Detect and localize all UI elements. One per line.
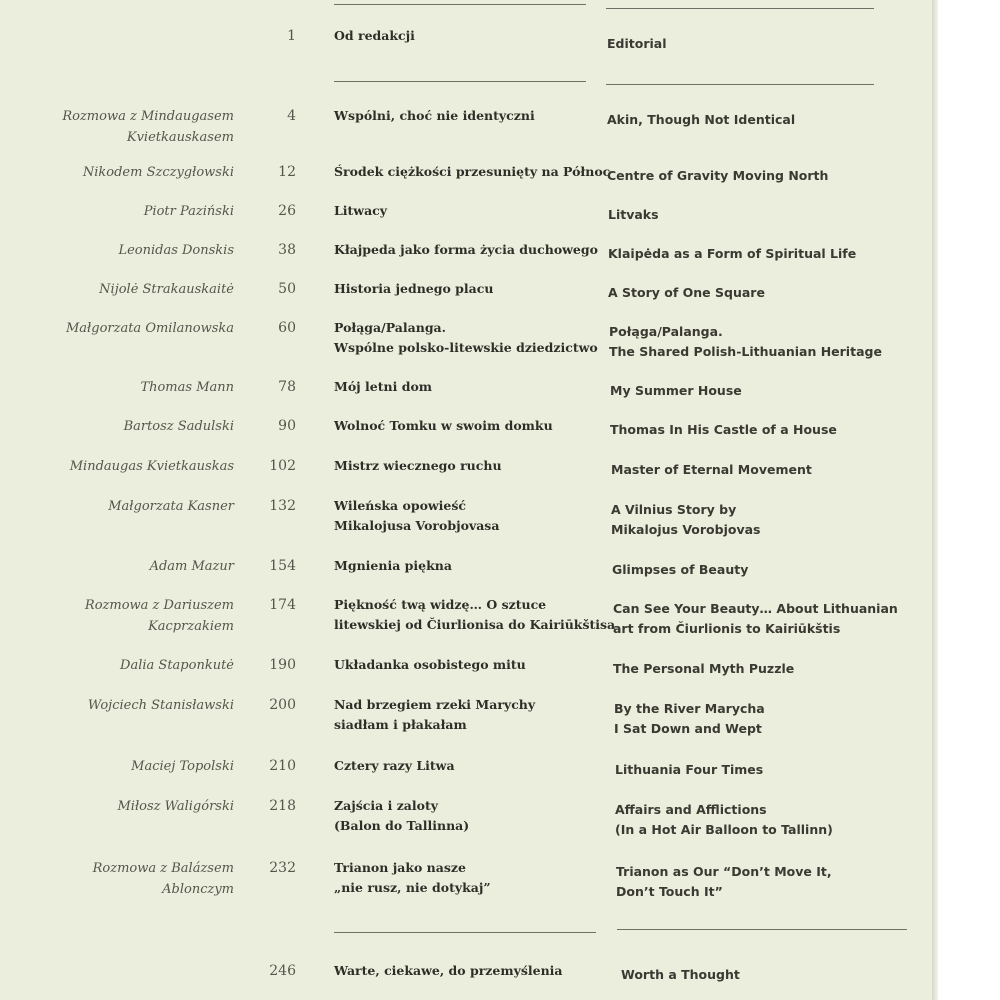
english-title	[611, 500, 901, 540]
polish-title	[334, 416, 596, 436]
polish-title-line: Nad brzegiem rzeki Marychy	[334, 697, 536, 712]
section-rule	[606, 8, 874, 9]
author-name-line: Mindaugas Kvietkauskas	[69, 459, 234, 474]
english-title-line: Centre of Gravity Moving North	[607, 168, 829, 183]
polish-title-line: Trianon jako nasze	[334, 860, 466, 875]
polish-title-line: Historia jednego placu	[334, 281, 494, 296]
author-name	[14, 201, 234, 222]
english-title	[611, 460, 901, 480]
polish-title-line: Mikalojusa Vorobjovasa	[334, 518, 500, 533]
polish-title	[334, 162, 611, 182]
english-title	[615, 800, 905, 840]
author-name-line: Maciej Topolski	[131, 759, 234, 774]
page-number: 12	[278, 164, 296, 180]
english-title	[608, 244, 898, 264]
english-title-line: My Summer House	[610, 383, 742, 398]
page-edge	[932, 0, 938, 1000]
page-number: 38	[278, 242, 296, 258]
polish-title	[334, 756, 596, 776]
author-name-line: Miłosz Waligórski	[117, 799, 234, 814]
polish-title	[334, 695, 596, 735]
polish-title-line: Zajścia i zaloty	[334, 798, 439, 813]
polish-title-line: Układanka osobistego mitu	[334, 657, 526, 672]
page-number: 4	[287, 108, 296, 124]
english-title-line: The Shared Polish-Lithuanian Heritage	[609, 344, 882, 359]
polish-title-line: Mgnienia piękna	[334, 558, 452, 573]
author-name	[14, 496, 234, 517]
author-name-line: Adam Mazur	[149, 559, 234, 574]
polish-title-line: Mój letni dom	[334, 379, 433, 394]
author-name	[14, 279, 234, 300]
author-name	[14, 655, 234, 676]
page-number: 90	[278, 418, 296, 434]
english-title	[608, 283, 898, 303]
section-rule	[617, 929, 907, 930]
english-title-line: Litvaks	[608, 207, 659, 222]
polish-title	[334, 201, 596, 221]
english-title-line: Akin, Though Not Identical	[607, 112, 796, 127]
author-name-line: Małgorzata Kasner	[108, 499, 234, 514]
polish-title-line: siadłam i płakałam	[334, 717, 467, 732]
author-name	[14, 858, 234, 900]
page-number: 1	[287, 28, 296, 44]
page-number: 232	[269, 860, 296, 876]
english-title	[607, 166, 897, 186]
english-title	[610, 381, 900, 401]
polish-title	[334, 556, 596, 576]
author-name-line: Ablonczym	[162, 882, 234, 897]
author-name	[14, 318, 234, 339]
polish-title	[334, 377, 596, 397]
english-title	[610, 420, 900, 440]
polish-title	[334, 961, 596, 981]
page-number: 218	[269, 798, 296, 814]
english-title-line: Klaipėda as a Form of Spiritual Life	[608, 246, 857, 261]
author-name-line: Kvietkauskasem	[126, 130, 234, 145]
section-rule	[334, 4, 586, 5]
english-title-line: A Story of One Square	[608, 285, 765, 300]
page-number: 174	[269, 597, 296, 613]
english-title-line: Master of Eternal Movement	[611, 462, 812, 477]
page-number: 78	[278, 379, 296, 395]
page-number: 200	[269, 697, 296, 713]
polish-title-line: Środek ciężkości przesunięty na Północ	[334, 164, 611, 179]
polish-title-line: „nie rusz, nie dotykaj”	[334, 880, 491, 895]
polish-title-line: Wspólne polsko-litewskie dziedzictwo	[334, 340, 598, 355]
english-title	[608, 205, 898, 225]
english-title	[607, 110, 897, 130]
section-rule	[334, 932, 596, 933]
author-name-line: Rozmowa z Dariuszem	[84, 598, 234, 613]
author-name-line: Nijolė Strakauskaitė	[99, 282, 234, 297]
english-title-line: Połąga/Palanga.	[609, 324, 723, 339]
author-name-line: Leonidas Donskis	[118, 243, 234, 258]
author-name-line: Bartosz Sadulski	[123, 419, 234, 434]
author-name-line: Rozmowa z Balázsem	[92, 861, 234, 876]
english-title	[609, 322, 899, 362]
english-title-line: Thomas In His Castle of a House	[610, 422, 837, 437]
english-title-line: Worth a Thought	[621, 967, 740, 982]
polish-title	[334, 655, 596, 675]
polish-title	[334, 796, 596, 836]
polish-title-line: Warte, ciekawe, do przemyślenia	[334, 963, 563, 978]
page-number: 50	[278, 281, 296, 297]
author-name	[14, 796, 234, 817]
page-number: 210	[269, 758, 296, 774]
english-title-line: I Sat Down and Wept	[614, 721, 762, 736]
english-title-line: Editorial	[607, 36, 667, 51]
english-title-line: Affairs and Afflictions	[615, 802, 767, 817]
author-name-line: Thomas Mann	[140, 380, 234, 395]
author-name	[14, 416, 234, 437]
english-title	[613, 599, 903, 639]
polish-title-line: Kłajpeda jako forma życia duchowego	[334, 242, 598, 257]
polish-title-line: Od redakcji	[334, 28, 415, 43]
polish-title	[334, 106, 596, 126]
author-name	[14, 377, 234, 398]
polish-title	[334, 858, 596, 898]
author-name-line: Wojciech Stanisławski	[87, 698, 234, 713]
english-title	[616, 862, 906, 902]
author-name	[14, 106, 234, 148]
english-title-line: By the River Marycha	[614, 701, 765, 716]
author-name	[14, 695, 234, 716]
polish-title	[334, 240, 596, 260]
english-title-line: Glimpses of Beauty	[612, 562, 749, 577]
page-number: 26	[278, 203, 296, 219]
author-name-line: Kacprzakiem	[148, 619, 234, 634]
english-title-line: Mikalojus Vorobjovas	[611, 522, 761, 537]
author-name	[14, 456, 234, 477]
author-name	[14, 240, 234, 261]
polish-title	[334, 496, 596, 536]
polish-title-line: Wolnoć Tomku w swoim domku	[334, 418, 553, 433]
english-title-line: Can See Your Beauty… About Lithuanian	[613, 601, 898, 616]
english-title	[613, 659, 903, 679]
author-name-line: Nikodem Szczygłowski	[82, 165, 234, 180]
page-number: 102	[269, 458, 296, 474]
page-number: 154	[269, 558, 296, 574]
page-number: 60	[278, 320, 296, 336]
english-title-line: (In a Hot Air Balloon to Tallinn)	[615, 822, 833, 837]
english-title-line: Lithuania Four Times	[615, 762, 764, 777]
author-name	[14, 756, 234, 777]
english-title-line: Trianon as Our “Don’t Move It,	[616, 864, 832, 879]
author-name	[14, 162, 234, 183]
author-name-line: Piotr Paziński	[143, 204, 234, 219]
english-title-line: The Personal Myth Puzzle	[613, 661, 795, 676]
page-number: 190	[269, 657, 296, 673]
english-title-line: Don’t Touch It”	[616, 884, 723, 899]
english-title	[615, 760, 905, 780]
polish-title-line: Cztery razy Litwa	[334, 758, 455, 773]
author-name-line: Małgorzata Omilanowska	[65, 321, 234, 336]
section-rule	[334, 81, 586, 82]
polish-title-line: Wspólni, choć nie identyczni	[334, 108, 535, 123]
polish-title-line: Wileńska opowieść	[334, 498, 467, 513]
english-title-line: A Vilnius Story by	[611, 502, 737, 517]
english-title-line: art from Čiurlionis to Kairiūkštis	[613, 621, 841, 636]
english-title	[607, 34, 897, 54]
polish-title-line: Mistrz wiecznego ruchu	[334, 458, 502, 473]
page-number: 132	[269, 498, 296, 514]
author-name-line: Dalia Staponkutė	[120, 658, 234, 673]
polish-title-line: (Balon do Tallinna)	[334, 818, 470, 833]
polish-title	[334, 456, 596, 476]
page-number: 246	[269, 963, 296, 979]
author-name	[14, 595, 234, 637]
english-title	[621, 965, 911, 985]
english-title	[614, 699, 904, 739]
polish-title-line: Piękność twą widzę… O sztuce	[334, 597, 547, 612]
polish-title-line: Połąga/Palanga.	[334, 320, 447, 335]
polish-title	[334, 318, 596, 358]
author-name-line: Rozmowa z Mindaugasem	[62, 109, 234, 124]
author-name	[14, 556, 234, 577]
polish-title-line: Litwacy	[334, 203, 388, 218]
polish-title-line: litewskiej od Čiurlionisa do Kairiūkštisa	[334, 617, 616, 632]
polish-title	[334, 279, 596, 299]
section-rule	[606, 84, 874, 85]
english-title	[612, 560, 902, 580]
polish-title	[334, 595, 616, 635]
polish-title	[334, 26, 596, 46]
